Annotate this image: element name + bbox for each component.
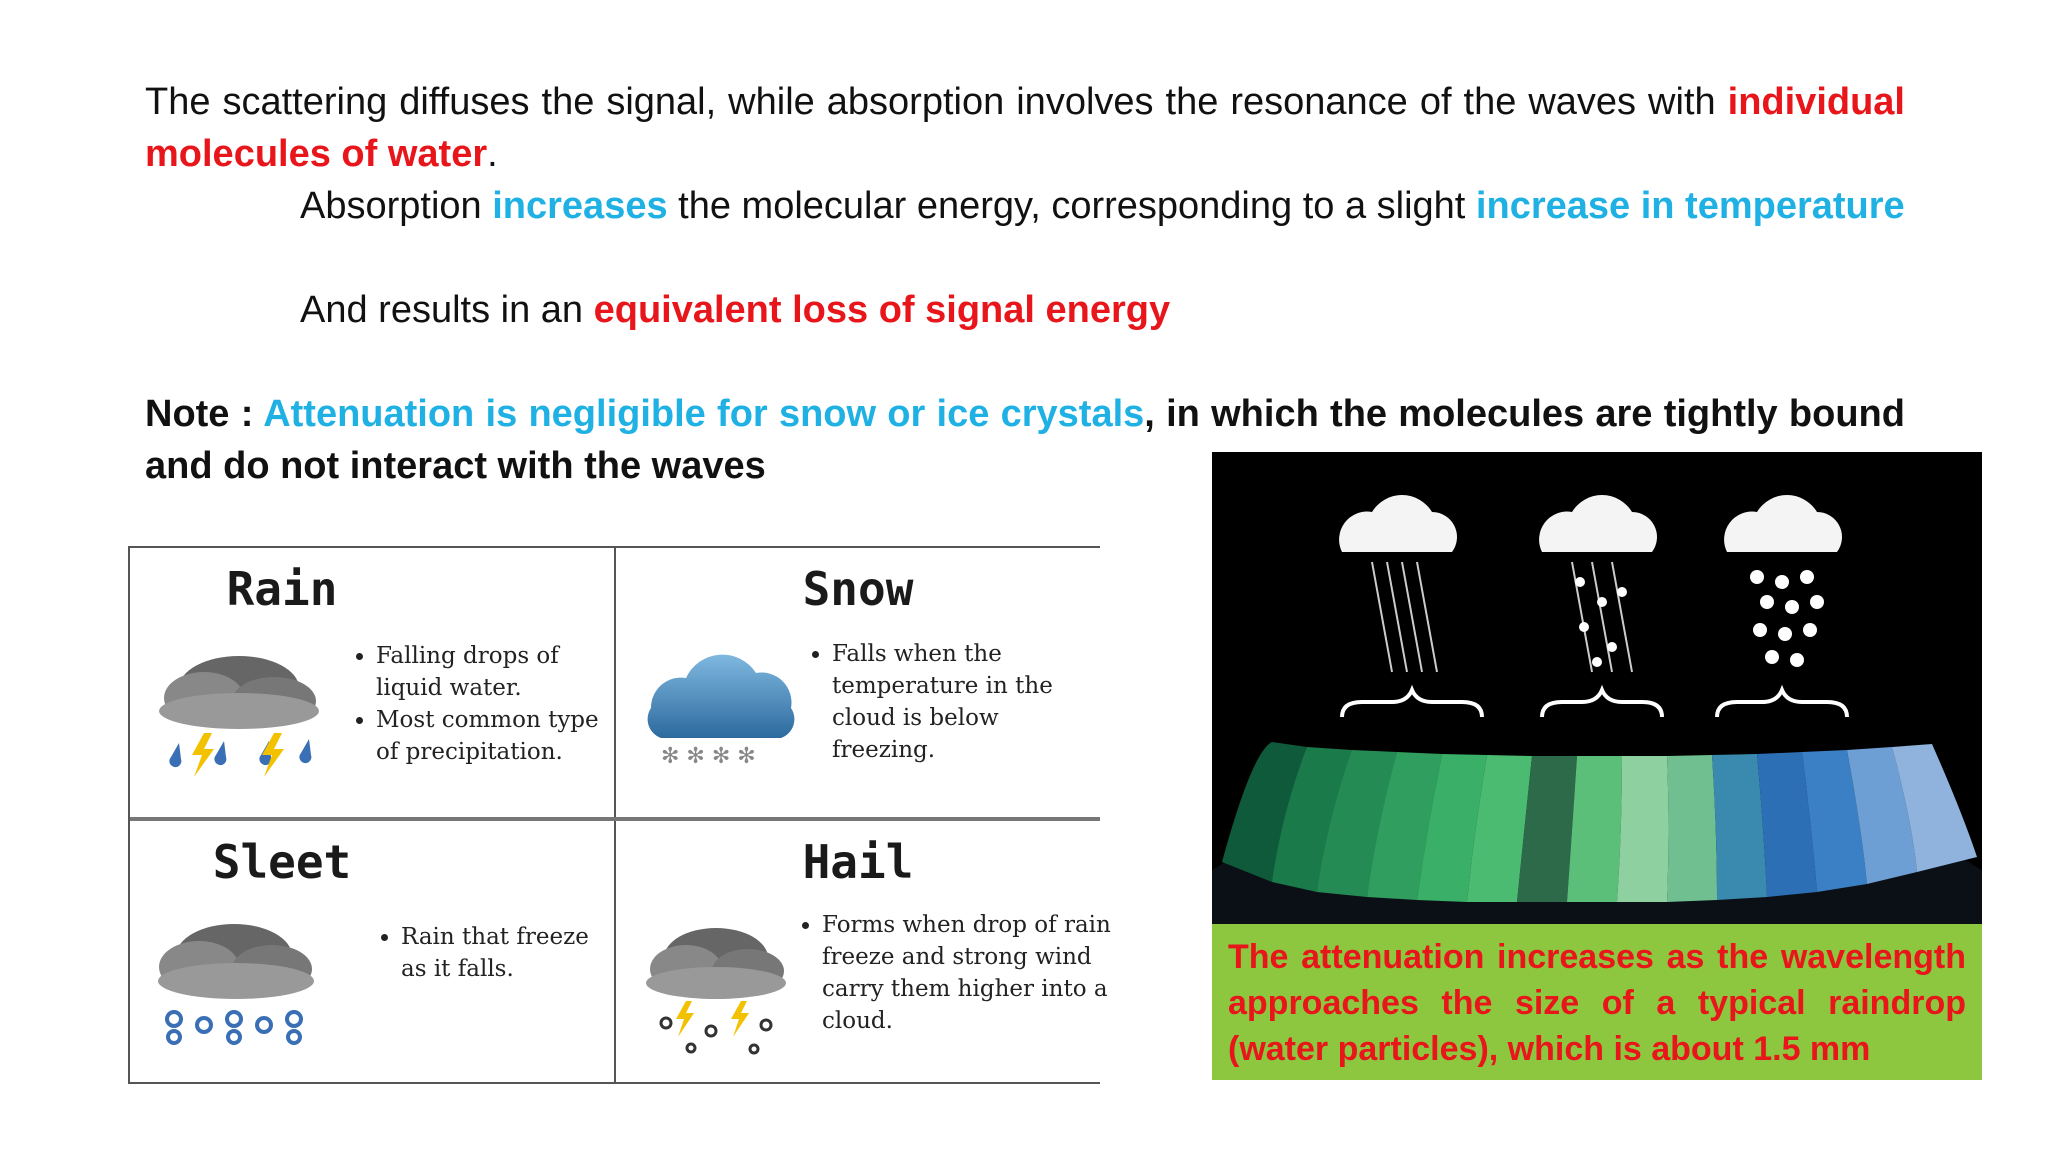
p2-highlight-1: increases: [492, 185, 668, 227]
list-item: • Most common type of precipitation.: [376, 704, 626, 768]
p1-text: The scattering diffuses the signal, while absorption involves the resonance of the waves with: [145, 81, 1728, 123]
list-item: • Rain that freeze as it falls.: [401, 921, 611, 985]
note-label: Note :: [145, 393, 264, 435]
note-text: , in which the molecules are tightly bound and do not interact with the waves: [145, 393, 1905, 487]
rain-cell: [130, 548, 614, 816]
p2-text-b: the molecular energy, corresponding to a slight: [667, 185, 1476, 227]
p1-end: .: [487, 133, 498, 175]
note-highlight: Attenuation is negligible for snow or ice crystals: [263, 393, 1145, 435]
hail-title: Hail: [802, 835, 914, 889]
rain-bullets: [350, 640, 626, 768]
snow-title: Snow: [802, 562, 914, 616]
sleet-cell: [130, 821, 614, 1089]
p1-highlight: individual molecules of water: [145, 81, 1905, 175]
p3-text: And results in an: [300, 289, 594, 331]
precipitation-table: [128, 546, 1111, 1084]
sleet-bullets: [375, 921, 611, 985]
list-item: • Forms when drop of rain freeze and strong wind carry them higher into a cloud.: [822, 909, 1112, 1037]
snow-cell: [616, 548, 1100, 816]
p2-text-a: Absorption: [300, 185, 493, 227]
clouds-earth-illustration: [1212, 452, 1982, 924]
svg-text:✻ ✻ ✻ ✻: ✻ ✻ ✻ ✻: [661, 744, 756, 769]
p2-highlight-2: increase in temperature: [1475, 185, 1905, 227]
loss-paragraph: [145, 284, 1905, 336]
hail-cell: [616, 821, 1111, 1089]
hail-cloud-icon: [636, 903, 796, 1063]
snow-cloud-icon: [636, 638, 806, 778]
p3-highlight: equivalent loss of signal energy: [593, 289, 1171, 331]
attenuation-caption: The attenuation increases as the wavelength approaches the size of a typical raindrop (water particles), which is about 1.5 mm: [1212, 924, 1982, 1080]
list-item: • Falling drops of liquid water.: [376, 640, 626, 704]
hail-bullets: [796, 909, 1112, 1037]
list-item: • Falls when the temperature in the cloud is below freezing.: [832, 638, 1092, 766]
sleet-title: Sleet: [212, 835, 352, 889]
rain-title: Rain: [226, 562, 338, 616]
rain-cloud-icon: [144, 633, 334, 783]
sleet-cloud-icon: [144, 901, 324, 1051]
raindrop-attenuation-image: [1212, 452, 1982, 924]
absorption-paragraph: [145, 180, 1905, 232]
scattering-paragraph: [145, 76, 1905, 180]
snow-bullets: [806, 638, 1092, 766]
